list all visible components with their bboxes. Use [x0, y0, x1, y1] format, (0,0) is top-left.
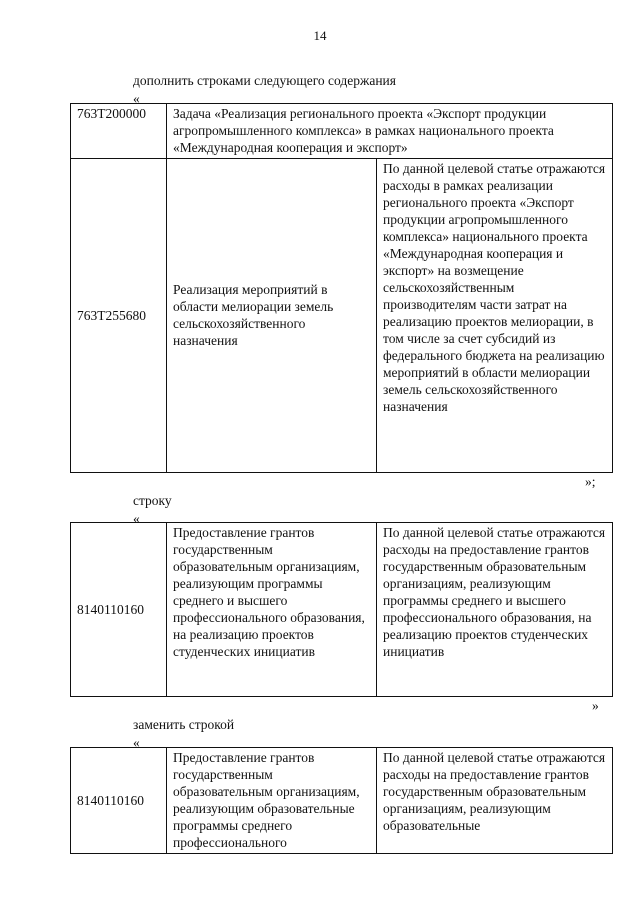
section2-close-quote: » [592, 698, 599, 713]
section1-open-quote: « [133, 91, 140, 106]
row-code: 8140110160 [71, 523, 167, 697]
section2-table [70, 522, 613, 697]
section2-open-quote: « [133, 511, 140, 526]
table-row [71, 523, 613, 697]
row-name: Предоставление грантов государственным образовательным организациям, реализующим образовательные программы среднего профессионального [167, 748, 377, 854]
table-row [71, 159, 613, 473]
section2-intro: строку [133, 493, 172, 508]
section1-table [70, 103, 613, 473]
page-number: 14 [313, 28, 327, 43]
row-code: 8140110160 [71, 748, 167, 854]
table-row [71, 104, 613, 159]
row-description: По данной целевой статье отражаются расходы в рамках реализации регионального проекта «Экспорт продукции агропромышленного комплекса» национального проекта «Международная кооперация и экспорт» на возмещение сельскохозяйственным производителям части затрат на реализацию проектов мелиорации, в том числе за счет субсидий из федерального бюджета на реализацию мероприятий в области мелиорации земель сельскохозяйственного назначения [377, 159, 613, 473]
row-task-text: Задача «Реализация регионального проекта «Экспорт продукции агропромышленного комплекса» в рамках национального проекта «Международная кооперация и экспорт» [167, 104, 613, 159]
section3-table [70, 747, 613, 854]
row-code: 763T200000 [71, 104, 167, 159]
row-code: 763T255680 [71, 159, 167, 473]
row-description: По данной целевой статье отражаются расходы на предоставление грантов государственным образовательным организациям, реализующим образовательные [377, 748, 613, 854]
row-description: По данной целевой статье отражаются расходы на предоставление грантов государственным образовательным организациям, реализующим программы среднего и высшего профессионального образования, на реализацию проектов студенческих инициатив [377, 523, 613, 697]
table-row [71, 748, 613, 854]
section3-open-quote: « [133, 735, 140, 750]
section1-intro: дополнить строками следующего содержания [133, 73, 396, 88]
section1-close-quote: »; [585, 474, 596, 489]
section3-intro: заменить строкой [133, 717, 235, 732]
row-name: Предоставление грантов государственным образовательным организациям, реализующим программы среднего и высшего профессионального образования, на реализацию проектов студенческих инициатив [167, 523, 377, 697]
row-name: Реализация мероприятий в области мелиорации земель сельскохозяйственного назначения [167, 159, 377, 473]
